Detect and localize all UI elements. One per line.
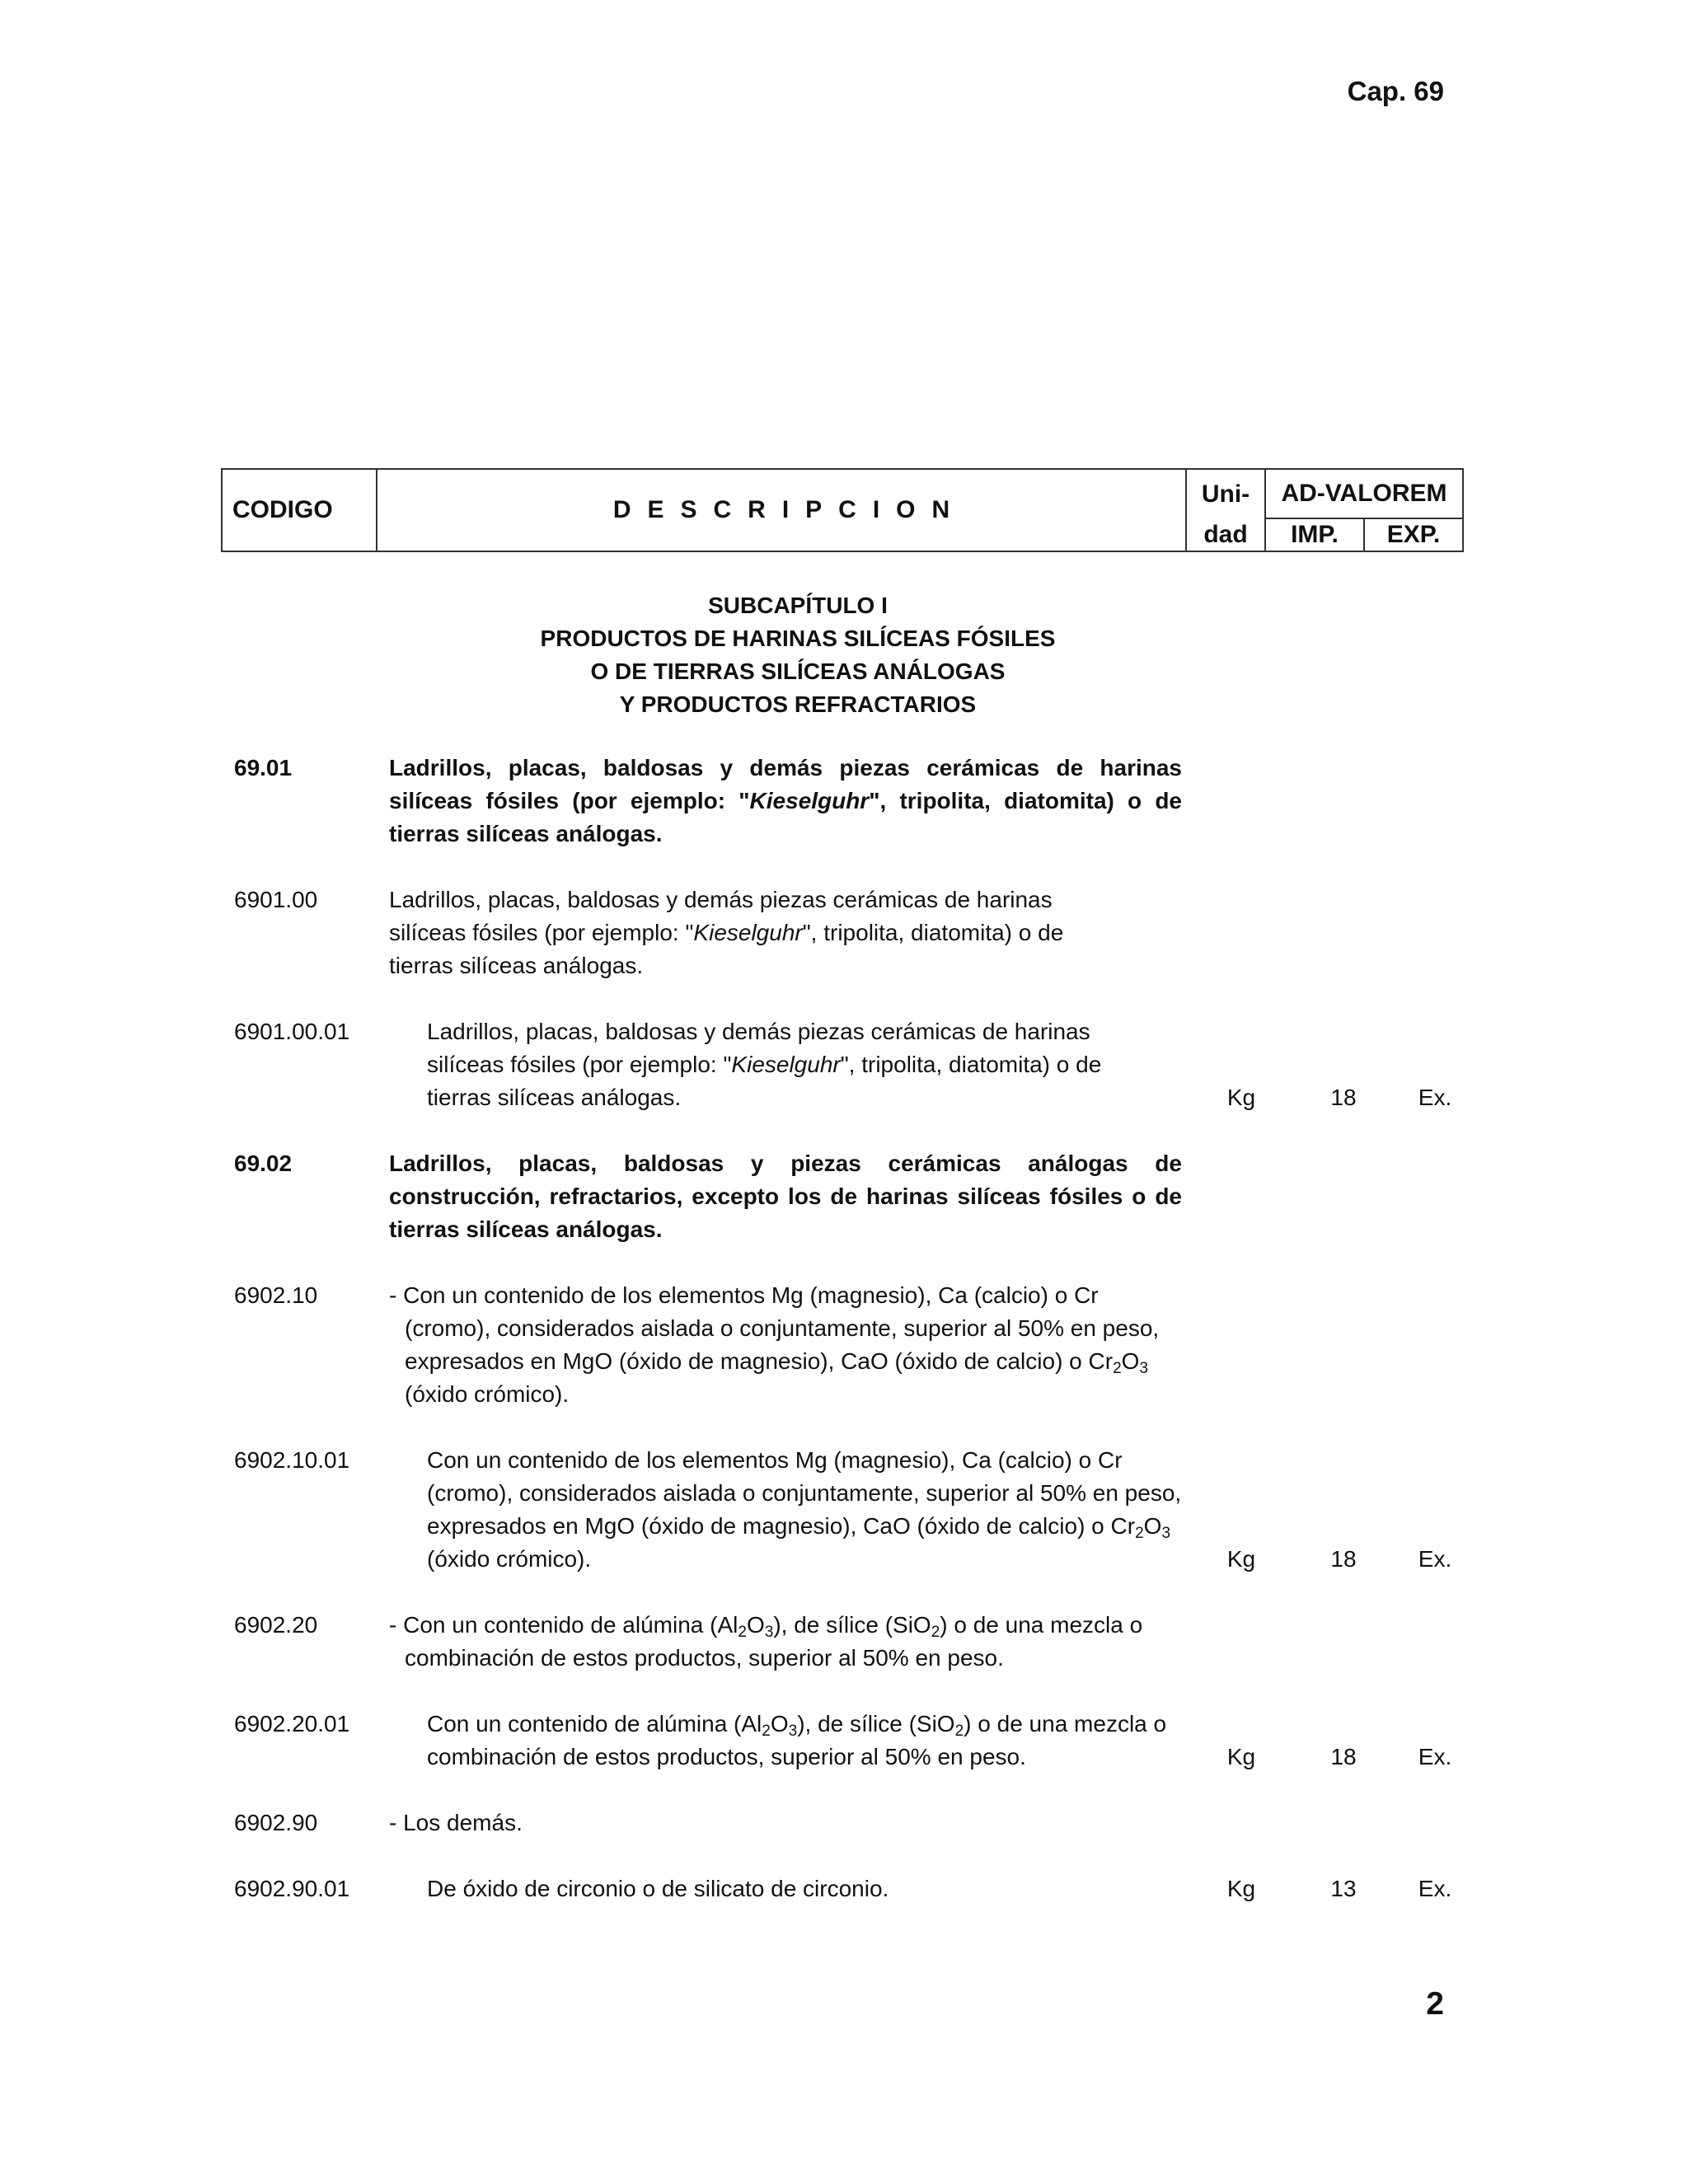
tariff-description: - Los demás.	[389, 1810, 523, 1835]
tariff-code: 6902.10	[234, 1282, 318, 1308]
header-exp: EXP.	[1386, 521, 1441, 548]
tariff-description: - Con un contenido de los elementos Mg (magnesio), Ca (calcio) o Cr (cromo), considerados aislada o conjuntamente, superior al 50% en peso, expresados en MgO (óxido de magnesio), CaO (óxido de calcio) o $Cr_2O_3$ (óxido crómico).	[389, 1282, 1160, 1407]
tariff-code: 6902.20	[234, 1612, 318, 1638]
header-uni: Uni-	[1187, 470, 1266, 519]
tariff-description: Ladrillos, placas, baldosas y demás piezas cerámicas de harinas silíceas fósiles (por ejemplo: "Kieselguhr", tripolita, diatomita) o de tierras silíceas análogas.	[427, 1019, 1102, 1110]
tariff-code: 6902.90.01	[234, 1876, 350, 1901]
tariff-code: 6901.00	[234, 887, 318, 912]
import-rate: 18	[1330, 1085, 1357, 1110]
page-number: 2	[1426, 1986, 1444, 2022]
table-header	[221, 468, 1464, 552]
export-rate: Ex.	[1418, 1876, 1452, 1901]
header-codigo: CODIGO	[223, 470, 377, 551]
unit-value: Kg	[1226, 1546, 1256, 1572]
tariff-code: 69.01	[234, 755, 293, 780]
unit-value: Kg	[1226, 1085, 1256, 1110]
unit-value: Kg	[1226, 1876, 1256, 1901]
tariff-code: 6902.10.01	[234, 1447, 350, 1473]
export-rate: Ex.	[1418, 1744, 1452, 1769]
tariff-code: 6902.90	[234, 1810, 318, 1835]
subchapter-title	[386, 589, 1210, 721]
tariff-code: 6902.20.01	[234, 1711, 350, 1736]
tariff-code: 69.02	[234, 1151, 293, 1176]
subchapter-line: SUBCAPÍTULO I	[708, 593, 888, 618]
import-rate: 18	[1330, 1546, 1357, 1572]
tariff-description: De óxido de circonio o de silicato de circonio.	[427, 1876, 889, 1901]
export-rate: Ex.	[1418, 1085, 1452, 1110]
subchapter-line: Y PRODUCTOS REFRACTARIOS	[619, 691, 977, 717]
tariff-description: Ladrillos, placas, baldosas y demás piezas cerámicas de harinas silíceas fósiles (por ejemplo: "Kieselguhr", tripolita, diatomita) o de tierras silíceas análogas.	[389, 755, 1183, 846]
header-dad: dad	[1187, 519, 1266, 551]
import-rate: 18	[1330, 1744, 1357, 1769]
tariff-code: 6901.00.01	[234, 1019, 350, 1044]
import-rate: 13	[1330, 1876, 1357, 1901]
header-ad-valorem: AD-VALOREM	[1266, 470, 1462, 519]
tariff-description: Ladrillos, placas, baldosas y demás piezas cerámicas de harinas silíceas fósiles (por ejemplo: "Kieselguhr", tripolita, diatomita) o de tierras silíceas análogas.	[389, 887, 1064, 978]
tariff-description: - Con un contenido de alúmina $(Al_2O_3)$, de sílice (SiO$_2$) o de una mezcla o combinación de estos productos, superior al 50% en peso.	[389, 1612, 1143, 1671]
chapter-label: Cap. 69	[1347, 76, 1444, 106]
header-imp: IMP.	[1266, 519, 1365, 551]
tariff-description: Ladrillos, placas, baldosas y piezas cerámicas análogas de construcción, refractarios, excepto los de harinas silíceas fósiles o de tierras silíceas análogas.	[389, 1151, 1182, 1242]
header-descripcion: DESCRIPCION	[377, 470, 1187, 551]
tariff-description: Con un contenido de alúmina $(Al_2O_3)$, de sílice (SiO$_2$) o de una mezcla o combinación de estos productos, superior al 50% en peso.	[427, 1711, 1167, 1769]
unit-value: Kg	[1226, 1744, 1256, 1769]
tariff-description: Con un contenido de los elementos Mg (magnesio), Ca (calcio) o Cr (cromo), considerados aislada o conjuntamente, superior al 50% en peso, expresados en MgO (óxido de magnesio), CaO (óxido de calcio) o $Cr_2O_3$ (óxido crómico).	[427, 1447, 1182, 1572]
export-rate: Ex.	[1418, 1546, 1452, 1572]
subchapter-line: O DE TIERRAS SILÍCEAS ANÁLOGAS	[590, 658, 1006, 684]
subchapter-line: PRODUCTOS DE HARINAS SILÍCEAS FÓSILES	[540, 626, 1056, 651]
